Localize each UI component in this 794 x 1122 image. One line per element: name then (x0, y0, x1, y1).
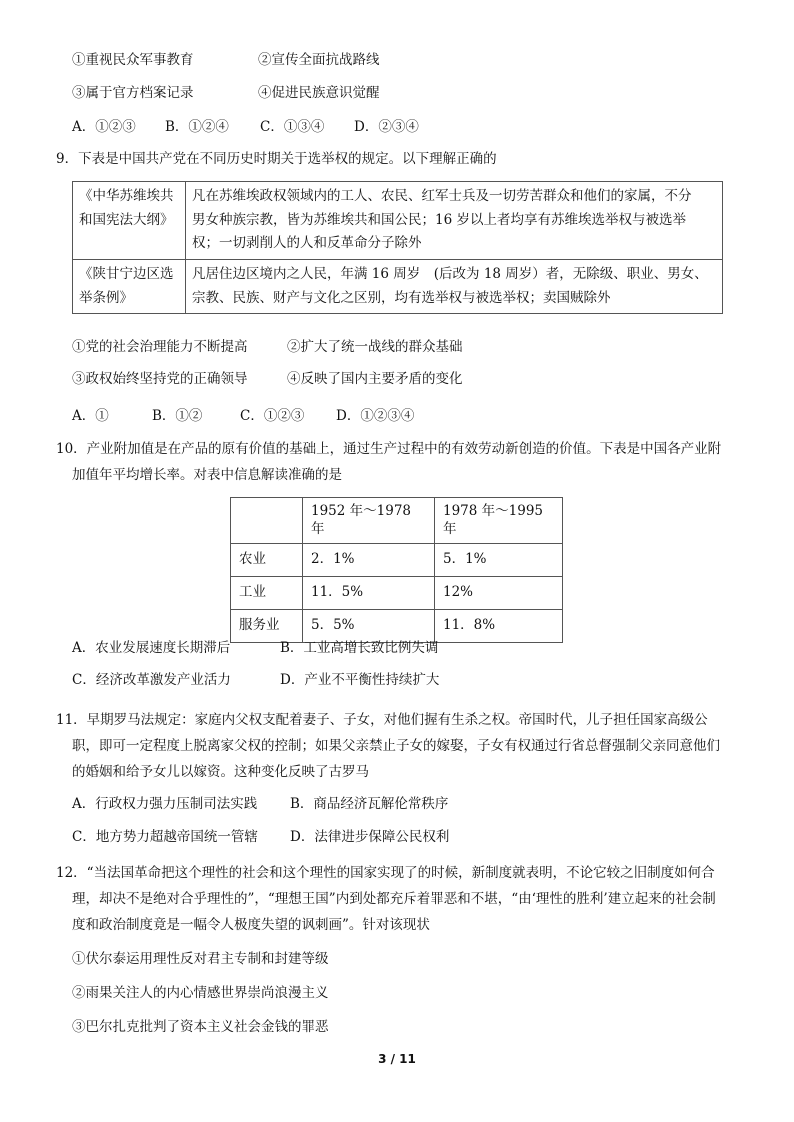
table-cell: 2．1% (303, 544, 435, 577)
cell-line: 权；一切剥削人的人和反革命分子除外 (192, 235, 422, 252)
q10-answer-a: A．农业发展速度长期滞后 (72, 640, 231, 656)
table-cell-name (73, 259, 186, 313)
q10-stem-line-1: 10．产业附加值是在产品的原有价值的基础上，通过生产过程中的有效劳动新创造的价值。下表是中国各产业附 (56, 441, 722, 457)
cell-line: 凡在苏维埃政权领域内的工人、农民、红军士兵及一切劳苦群众和他们的家属，不分 (192, 188, 692, 204)
q11-line-2: 职，即可一定程度上脱离家父权的控制；如果父亲禁止子女的嫁娶，子女有权通过行省总督强制父亲同意他们 (72, 738, 720, 754)
q8-answer-c: C．①③④ (260, 119, 325, 135)
q12-line-3: 度和政治制度竟是一幅令人极度失望的讽刺画”。针对该现状 (72, 917, 430, 933)
cell-line: 《中华苏维埃共 (79, 188, 174, 204)
cell-line: 宗教、民族、财产与文化之区别，均有选举权与被选举权；卖国贼除外 (192, 289, 611, 306)
table-header-cell: 1952 年～1978 年 (303, 498, 435, 544)
q12-line-1: 12．“当法国革命把这个理性的社会和这个理性的国家实现了的时候，新制度就表明，不论它较之旧制度如何合 (56, 865, 715, 881)
q8-option-1: ①重视民众军事教育 (72, 52, 194, 68)
q8-option-2: ②宣传全面抗战路线 (258, 52, 380, 68)
q9-answer-a: A．① (72, 408, 109, 424)
q8-answer-b: B．①②④ (165, 119, 229, 135)
q8-answer-a: A．①②③ (72, 119, 136, 135)
table-header-row (231, 498, 563, 544)
q9-option-4: ④反映了国内主要矛盾的变化 (287, 371, 463, 387)
q9-table (72, 181, 723, 314)
q9-option-1: ①党的社会治理能力不断提高 (72, 339, 248, 355)
q9-answer-b: B．①② (152, 408, 203, 424)
q12-option-3: ③巴尔扎克批判了资本主义社会金钱的罪恶 (72, 1019, 329, 1035)
table-cell: 12% (435, 577, 563, 610)
cell-line: 凡居住边区境内之人民，年满 16 周岁 (后改为 18 周岁）者，无除级、职业、男女、 (192, 265, 708, 282)
table-row (73, 259, 723, 313)
table-cell: 服务业 (231, 610, 303, 643)
page-number: 3 / 11 (378, 1052, 416, 1066)
q10-table (230, 497, 563, 643)
table-cell-name (73, 182, 186, 260)
table-cell: 农业 (231, 544, 303, 577)
table-cell: 5．1% (435, 544, 563, 577)
q11-answer-b: B．商品经济瓦解伦常秩序 (290, 796, 449, 812)
q11-answer-d: D．法律进步保障公民权利 (290, 829, 450, 845)
q11-line-1: 11．早期罗马法规定：家庭内父权支配着妻子、子女，对他们握有生杀之权。帝国时代，儿子担任国家高级公 (56, 712, 708, 728)
table-row (231, 544, 563, 577)
q10-answer-d: D．产业不平衡性持续扩大 (280, 672, 440, 688)
q9-answer-d: D．①②③④ (336, 408, 415, 424)
cell-line: 举条例》 (79, 289, 133, 306)
table-row (73, 182, 723, 260)
q11-answer-c: C．地方势力超越帝国统一管辖 (72, 829, 258, 845)
q8-option-4: ④促进民族意识觉醒 (258, 85, 380, 101)
table-cell: 5．5% (303, 610, 435, 643)
table-cell: 11．8% (435, 610, 563, 643)
table-row (231, 577, 563, 610)
table-cell-content (186, 259, 723, 313)
table-header-cell (231, 498, 303, 544)
q12-option-1: ①伏尔泰运用理性反对君主专制和封建等级 (72, 951, 329, 967)
table-cell-content (186, 182, 723, 260)
cell-line: 《陕甘宁边区选 (79, 265, 174, 282)
q9-answer-c: C．①②③ (240, 408, 305, 424)
q10-answer-c: C．经济改革激发产业活力 (72, 672, 231, 688)
cell-line: 男女种族宗教，皆为苏维埃共和国公民；16 岁以上者均享有苏维埃选举权与被选举 (192, 211, 686, 228)
q11-answer-a: A．行政权力强力压制司法实践 (72, 796, 258, 812)
q11-line-3: 的婚姻和给予女儿以嫁资。这种变化反映了古罗马 (72, 764, 369, 780)
table-header-cell: 1978 年～1995 年 (435, 498, 563, 544)
q10-stem-line-2: 加值年平均增长率。对表中信息解读准确的是 (72, 467, 342, 483)
q12-line-2: 理，却决不是绝对合乎理性的”，“理想王国”内到处都充斥着罪恶和不堪，“由‘理性的胜利’建立起来的社会制 (72, 891, 716, 907)
q12-option-2: ②雨果关注人的内心情感世界崇尚浪漫主义 (72, 985, 329, 1001)
q8-option-3: ③属于官方档案记录 (72, 85, 194, 101)
cell-line: 和国宪法大纲》 (79, 211, 174, 228)
q9-option-3: ③政权始终坚持党的正确领导 (72, 371, 248, 387)
table-cell: 工业 (231, 577, 303, 610)
table-row (231, 610, 563, 643)
q8-answer-d: D．②③④ (354, 119, 419, 135)
q9-stem: 9．下表是中国共产党在不同历史时期关于选举权的规定。以下理解正确的 (56, 151, 497, 167)
q10-answer-b: B．工业高增长致比例失调 (280, 640, 439, 656)
table-cell: 11．5% (303, 577, 435, 610)
q9-option-2: ②扩大了统一战线的群众基础 (287, 339, 463, 355)
